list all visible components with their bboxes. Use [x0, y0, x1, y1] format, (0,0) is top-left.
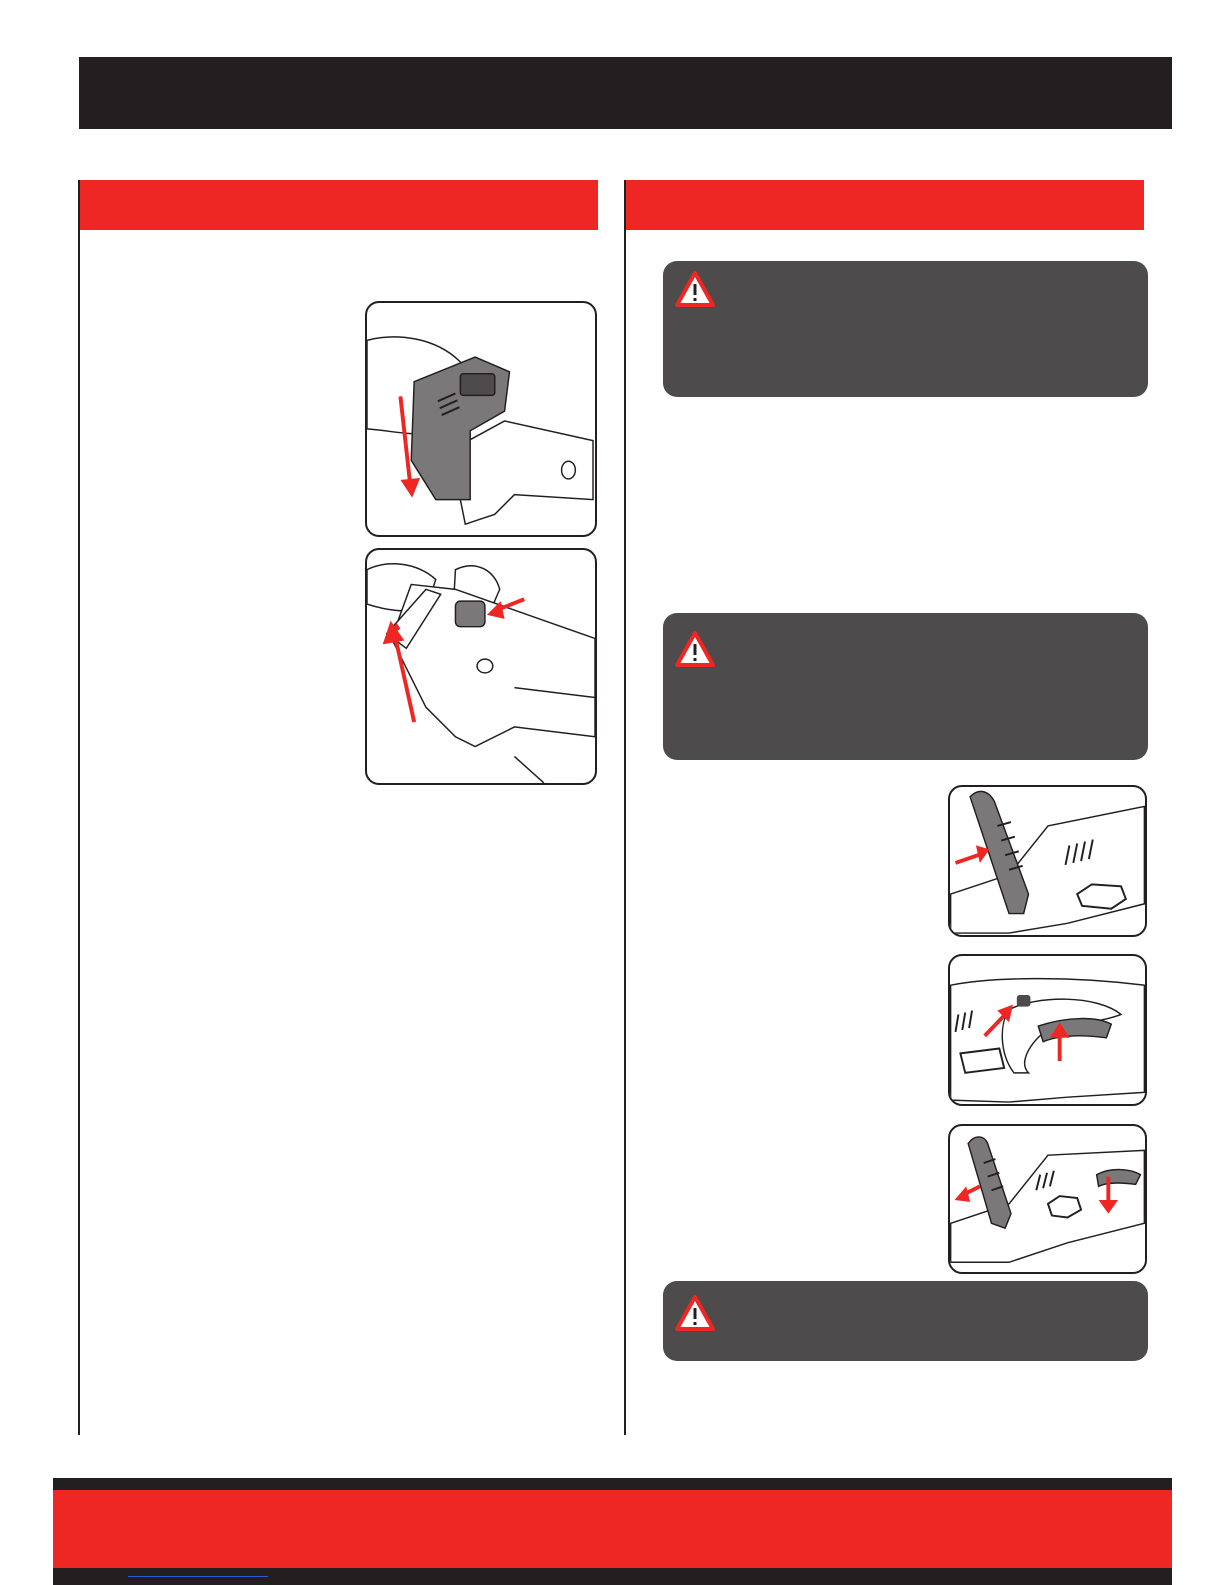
footer-bar	[53, 1490, 1172, 1568]
warning-triangle-icon	[675, 631, 715, 667]
battery-insertion-figure	[365, 548, 597, 785]
warning-triangle-icon	[675, 271, 715, 307]
right-column-rule	[624, 180, 626, 1435]
release-figure	[948, 1124, 1147, 1274]
warning-box-2	[663, 613, 1148, 760]
right-section-header	[625, 180, 1144, 230]
left-section-header	[79, 180, 598, 230]
trigger-lockout-figure	[948, 954, 1147, 1106]
page-header-bar	[79, 57, 1172, 129]
warning-triangle-icon	[675, 1295, 715, 1331]
warning-box-3	[663, 1281, 1148, 1361]
warning-box-1	[663, 261, 1148, 397]
footer-top-band	[53, 1478, 1172, 1490]
footer-link-underline[interactable]	[128, 1576, 268, 1577]
left-column-rule	[78, 180, 80, 1435]
battery-removal-figure	[365, 301, 597, 537]
front-handle-lever-figure	[948, 785, 1147, 937]
